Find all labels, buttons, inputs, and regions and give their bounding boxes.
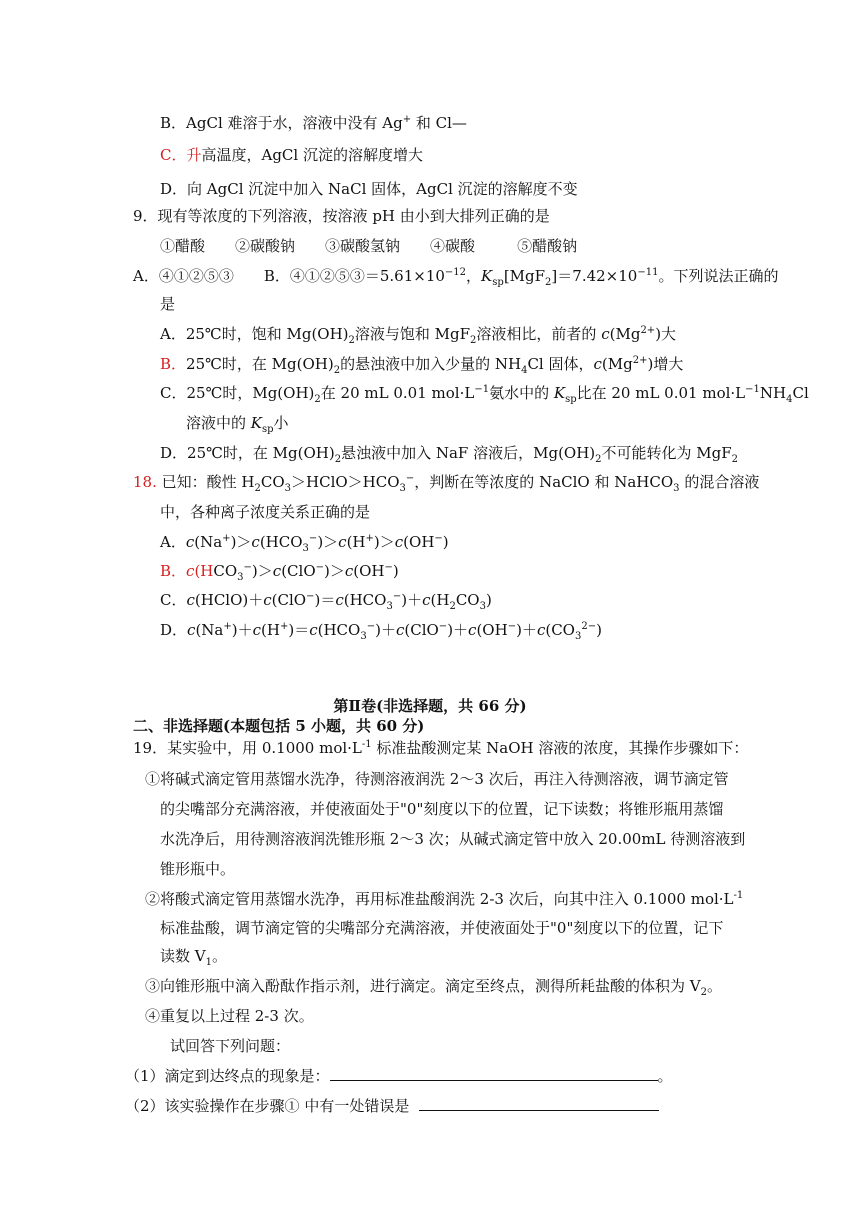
- q17-option-d: D．25℃时，在 $Mg(OH)_2$悬浊液中加入 NaF 溶液后，$Mg(OH)_2$不可能转化为 MgF$_2$: [160, 444, 739, 465]
- q9-stem: 9．现有等浓度的下列溶液，按溶液 pH 由小到大排列正确的是: [133, 207, 550, 225]
- section-heading: 二、非选择题(本题包括 5 小题，共 60 分): [133, 717, 425, 735]
- q19-step1-l1: ①将碱式滴定管用蒸馏水洗净，待测溶液润洗 2～3 次后，再注入待测溶液，调节滴定管: [145, 770, 729, 788]
- q8-option-c: C．升高温度，AgCl 沉淀的溶解度增大: [160, 146, 423, 164]
- q17-option-c-line2: 溶液中的 $K_{sp}$小: [186, 414, 289, 435]
- q19-step1-l2: 的尖嘴部分充满溶液，并使液面处于"0"刻度以下的位置，记下读数；将锥形瓶用蒸馏: [160, 800, 724, 818]
- q18-option-a: A．$c(Na^+)>c(HCO_3^-)>c(H^+)>c(OH^-)$: [160, 533, 449, 554]
- q9-items: ①醋酸 ②碳酸钠 ③碳酸氢钠 ④碳酸 ⑤醋酸钠: [160, 237, 578, 255]
- q19-step2-l1: ②将酸式滴定管用蒸馏水洗净，再用标准盐酸润洗 2-3 次后，向其中注入 0.1000 $mol\cdot L^{-1}$: [145, 890, 744, 908]
- q19-step2-l3: 读数 $V_1$。: [160, 947, 227, 968]
- q17-option-c: C．25℃时，$Mg(OH)_2$在 20 mL 0.01 $mol\cdot L^{-1}$氨水中的 $K_{sp}$比在 20 mL 0.01 $mol\cdot L^{-1}NH_4Cl$: [160, 384, 809, 405]
- q19-step1-l3: 水洗净后，用待测溶液润洗锥形瓶 2～3 次；从碱式滴定管中放入 20.00mL 待测溶液到: [160, 830, 746, 848]
- q18-option-d: D．$c(Na^+)+c(H^+)=c(HCO_3^-)+c(ClO^-)+c(OH^-)+c(CO_3^{2-})$: [160, 621, 602, 642]
- q19-ask: 试回答下列问题：: [170, 1037, 291, 1055]
- q9-merged-line: A．④①②⑤③ B．$④①②⑤③=5.61\times 10^{-12}$，$K_{sp}[MgF_2]=7.42\times 10^{-11}$。下列说法正确的: [133, 267, 779, 288]
- q19-step3: ③向锥形瓶中滴入酚酞作指示剂，进行滴定。滴定至终点，测得所耗盐酸的体积为 $V_2$。: [145, 977, 722, 998]
- q19-part2: （2）该实验操作在步骤① 中有一处错误是: [125, 1095, 659, 1116]
- q17-option-a: A．25℃时，饱和 $Mg(OH)_2$溶液与饱和 MgF$_2$溶液相比，前者的 $c(Mg^{2+})$大: [160, 325, 677, 346]
- answer-blank-1[interactable]: [330, 1065, 658, 1081]
- q18-option-b: B．$c(HCO_3^-)>c(ClO^-)>c(OH^-)$: [160, 562, 399, 583]
- q18-stem-line2: 中，各种离子浓度关系正确的是: [160, 503, 371, 521]
- q8-option-b: B．AgCl 难溶于水，溶液中没有 Ag+ 和 Cl—: [160, 114, 467, 132]
- q19-step4: ④重复以上过程 2-3 次。: [145, 1007, 314, 1025]
- ag-charge: +: [402, 114, 412, 125]
- q8-option-d: D．向 AgCl 沉淀中加入 NaCl 固体，AgCl 沉淀的溶解度不变: [160, 180, 578, 198]
- q19-step2-l2: 标准盐酸，调节滴定管的尖嘴部分充满溶液，并使液面处于"0"刻度以下的位置，记下: [160, 919, 724, 937]
- q19-part1: （1）滴定到达终点的现象是： 。: [125, 1067, 673, 1085]
- section-title: 第Ⅱ卷(非选择题，共 66 分): [333, 697, 527, 715]
- q9-merged-tail: 是: [160, 295, 176, 313]
- answer-blank-2[interactable]: [419, 1095, 659, 1111]
- q17-option-b: B．25℃时，在 $Mg(OH)_2$的悬浊液中加入少量的 $NH_4Cl$ 固体，$c(Mg^{2+})$增大: [160, 355, 684, 376]
- q18-stem: 18. 已知：酸性 $H_2CO_3>HClO>HCO_3^-$，判断在等浓度的 NaClO 和 NaHCO$_3$ 的混合溶液: [133, 473, 760, 494]
- q19-stem: 19．某实验中，用 0.1000 $mol\cdot L^{-1}$ 标准盐酸测定某 NaOH 溶液的浓度，其操作步骤如下：: [133, 739, 749, 757]
- q18-option-c: C．$c(HClO)+c(ClO^-)=c(HCO_3^-)+c(H_2CO_3)$: [160, 591, 492, 612]
- q19-step1-l4: 锥形瓶中。: [160, 860, 236, 878]
